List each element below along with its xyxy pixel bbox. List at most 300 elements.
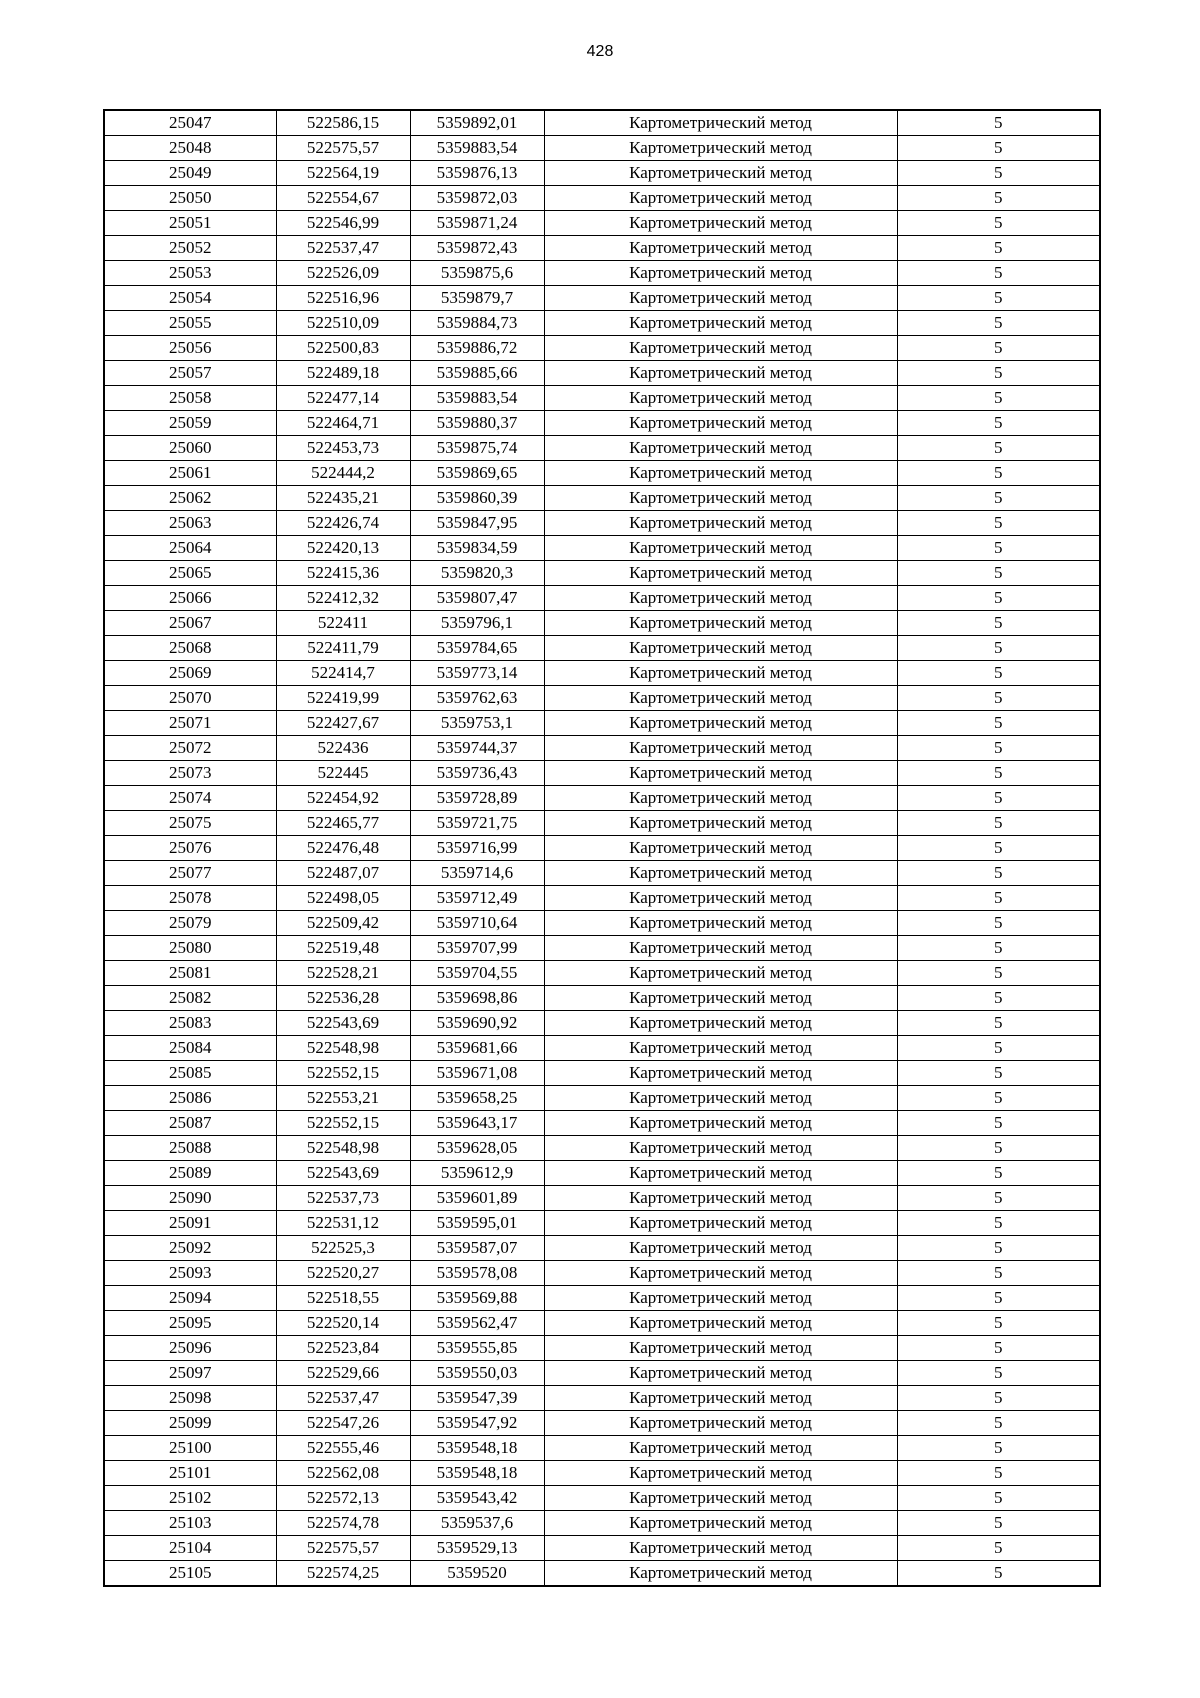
x-coordinate-cell: 522411 — [276, 611, 410, 636]
point-number-cell: 25088 — [104, 1136, 276, 1161]
accuracy-cell: 5 — [897, 261, 1100, 286]
method-cell: Картометрический метод — [544, 1336, 897, 1361]
table-row — [104, 1536, 1100, 1561]
y-coordinate-cell: 5359690,92 — [410, 1011, 544, 1036]
accuracy-cell: 5 — [897, 711, 1100, 736]
method-cell: Картометрический метод — [544, 1111, 897, 1136]
method-cell: Картометрический метод — [544, 461, 897, 486]
table-row — [104, 1086, 1100, 1111]
x-coordinate-cell: 522586,15 — [276, 110, 410, 136]
point-number-cell: 25051 — [104, 211, 276, 236]
y-coordinate-cell: 5359773,14 — [410, 661, 544, 686]
y-coordinate-cell: 5359875,6 — [410, 261, 544, 286]
x-coordinate-cell: 522528,21 — [276, 961, 410, 986]
method-cell: Картометрический метод — [544, 611, 897, 636]
x-coordinate-cell: 522412,32 — [276, 586, 410, 611]
method-cell: Картометрический метод — [544, 1411, 897, 1436]
point-number-cell: 25057 — [104, 361, 276, 386]
y-coordinate-cell: 5359807,47 — [410, 586, 544, 611]
accuracy-cell: 5 — [897, 636, 1100, 661]
method-cell: Картометрический метод — [544, 786, 897, 811]
x-coordinate-cell: 522435,21 — [276, 486, 410, 511]
accuracy-cell: 5 — [897, 1136, 1100, 1161]
y-coordinate-cell: 5359872,03 — [410, 186, 544, 211]
x-coordinate-cell: 522453,73 — [276, 436, 410, 461]
table-row — [104, 1136, 1100, 1161]
x-coordinate-cell: 522487,07 — [276, 861, 410, 886]
y-coordinate-cell: 5359847,95 — [410, 511, 544, 536]
table-row — [104, 1111, 1100, 1136]
point-number-cell: 25067 — [104, 611, 276, 636]
x-coordinate-cell: 522529,66 — [276, 1361, 410, 1386]
table-row — [104, 561, 1100, 586]
x-coordinate-cell: 522552,15 — [276, 1061, 410, 1086]
point-number-cell: 25100 — [104, 1436, 276, 1461]
y-coordinate-cell: 5359543,42 — [410, 1486, 544, 1511]
y-coordinate-cell: 5359578,08 — [410, 1261, 544, 1286]
x-coordinate-cell: 522537,47 — [276, 236, 410, 261]
x-coordinate-cell: 522536,28 — [276, 986, 410, 1011]
table-row — [104, 936, 1100, 961]
y-coordinate-cell: 5359658,25 — [410, 1086, 544, 1111]
point-number-cell: 25097 — [104, 1361, 276, 1386]
point-number-cell: 25077 — [104, 861, 276, 886]
method-cell: Картометрический метод — [544, 511, 897, 536]
method-cell: Картометрический метод — [544, 211, 897, 236]
point-number-cell: 25076 — [104, 836, 276, 861]
accuracy-cell: 5 — [897, 761, 1100, 786]
y-coordinate-cell: 5359880,37 — [410, 411, 544, 436]
table-row — [104, 711, 1100, 736]
point-number-cell: 25079 — [104, 911, 276, 936]
y-coordinate-cell: 5359714,6 — [410, 861, 544, 886]
point-number-cell: 25095 — [104, 1311, 276, 1336]
x-coordinate-cell: 522519,48 — [276, 936, 410, 961]
method-cell: Картометрический метод — [544, 261, 897, 286]
point-number-cell: 25080 — [104, 936, 276, 961]
point-number-cell: 25068 — [104, 636, 276, 661]
accuracy-cell: 5 — [897, 1536, 1100, 1561]
y-coordinate-cell: 5359736,43 — [410, 761, 544, 786]
table-row — [104, 1036, 1100, 1061]
y-coordinate-cell: 5359784,65 — [410, 636, 544, 661]
accuracy-cell: 5 — [897, 311, 1100, 336]
x-coordinate-cell: 522476,48 — [276, 836, 410, 861]
y-coordinate-cell: 5359872,43 — [410, 236, 544, 261]
x-coordinate-cell: 522414,7 — [276, 661, 410, 686]
point-number-cell: 25073 — [104, 761, 276, 786]
table-row — [104, 461, 1100, 486]
y-coordinate-cell: 5359875,74 — [410, 436, 544, 461]
y-coordinate-cell: 5359562,47 — [410, 1311, 544, 1336]
point-number-cell: 25081 — [104, 961, 276, 986]
accuracy-cell: 5 — [897, 686, 1100, 711]
y-coordinate-cell: 5359796,1 — [410, 611, 544, 636]
accuracy-cell: 5 — [897, 1411, 1100, 1436]
method-cell: Картометрический метод — [544, 586, 897, 611]
accuracy-cell: 5 — [897, 1186, 1100, 1211]
x-coordinate-cell: 522464,71 — [276, 411, 410, 436]
point-number-cell: 25092 — [104, 1236, 276, 1261]
accuracy-cell: 5 — [897, 886, 1100, 911]
x-coordinate-cell: 522537,47 — [276, 1386, 410, 1411]
x-coordinate-cell: 522543,69 — [276, 1161, 410, 1186]
table-row — [104, 961, 1100, 986]
accuracy-cell: 5 — [897, 1011, 1100, 1036]
x-coordinate-cell: 522477,14 — [276, 386, 410, 411]
table-row — [104, 1561, 1100, 1587]
accuracy-cell: 5 — [897, 1286, 1100, 1311]
accuracy-cell: 5 — [897, 1511, 1100, 1536]
point-number-cell: 25053 — [104, 261, 276, 286]
table-row — [104, 1161, 1100, 1186]
point-number-cell: 25082 — [104, 986, 276, 1011]
table-row — [104, 636, 1100, 661]
accuracy-cell: 5 — [897, 436, 1100, 461]
point-number-cell: 25098 — [104, 1386, 276, 1411]
accuracy-cell: 5 — [897, 1386, 1100, 1411]
x-coordinate-cell: 522555,46 — [276, 1436, 410, 1461]
accuracy-cell: 5 — [897, 1211, 1100, 1236]
accuracy-cell: 5 — [897, 836, 1100, 861]
table-row — [104, 436, 1100, 461]
point-number-cell: 25062 — [104, 486, 276, 511]
table-row — [104, 1236, 1100, 1261]
y-coordinate-cell: 5359628,05 — [410, 1136, 544, 1161]
point-number-cell: 25096 — [104, 1336, 276, 1361]
method-cell: Картометрический метод — [544, 886, 897, 911]
point-number-cell: 25074 — [104, 786, 276, 811]
y-coordinate-cell: 5359762,63 — [410, 686, 544, 711]
method-cell: Картометрический метод — [544, 1536, 897, 1561]
accuracy-cell: 5 — [897, 1261, 1100, 1286]
y-coordinate-cell: 5359892,01 — [410, 110, 544, 136]
y-coordinate-cell: 5359876,13 — [410, 161, 544, 186]
y-coordinate-cell: 5359871,24 — [410, 211, 544, 236]
table-row — [104, 336, 1100, 361]
point-number-cell: 25054 — [104, 286, 276, 311]
method-cell: Картометрический метод — [544, 836, 897, 861]
x-coordinate-cell: 522564,19 — [276, 161, 410, 186]
accuracy-cell: 5 — [897, 1236, 1100, 1261]
method-cell: Картометрический метод — [544, 1361, 897, 1386]
y-coordinate-cell: 5359820,3 — [410, 561, 544, 586]
table-row — [104, 736, 1100, 761]
method-cell: Картометрический метод — [544, 986, 897, 1011]
accuracy-cell: 5 — [897, 961, 1100, 986]
y-coordinate-cell: 5359883,54 — [410, 136, 544, 161]
x-coordinate-cell: 522548,98 — [276, 1036, 410, 1061]
method-cell: Картометрический метод — [544, 486, 897, 511]
accuracy-cell: 5 — [897, 286, 1100, 311]
x-coordinate-cell: 522523,84 — [276, 1336, 410, 1361]
method-cell: Картометрический метод — [544, 411, 897, 436]
x-coordinate-cell: 522500,83 — [276, 336, 410, 361]
point-number-cell: 25094 — [104, 1286, 276, 1311]
x-coordinate-cell: 522465,77 — [276, 811, 410, 836]
y-coordinate-cell: 5359879,7 — [410, 286, 544, 311]
point-number-cell: 25070 — [104, 686, 276, 711]
x-coordinate-cell: 522426,74 — [276, 511, 410, 536]
point-number-cell: 25093 — [104, 1261, 276, 1286]
x-coordinate-cell: 522554,67 — [276, 186, 410, 211]
accuracy-cell: 5 — [897, 1061, 1100, 1086]
point-number-cell: 25083 — [104, 1011, 276, 1036]
method-cell: Картометрический метод — [544, 1311, 897, 1336]
x-coordinate-cell: 522445 — [276, 761, 410, 786]
x-coordinate-cell: 522537,73 — [276, 1186, 410, 1211]
y-coordinate-cell: 5359547,39 — [410, 1386, 544, 1411]
point-number-cell: 25048 — [104, 136, 276, 161]
method-cell: Картометрический метод — [544, 136, 897, 161]
point-number-cell: 25060 — [104, 436, 276, 461]
x-coordinate-cell: 522575,57 — [276, 136, 410, 161]
point-number-cell: 25103 — [104, 1511, 276, 1536]
accuracy-cell: 5 — [897, 186, 1100, 211]
coordinates-table-body — [104, 110, 1100, 1586]
point-number-cell: 25072 — [104, 736, 276, 761]
table-row — [104, 261, 1100, 286]
x-coordinate-cell: 522531,12 — [276, 1211, 410, 1236]
x-coordinate-cell: 522574,25 — [276, 1561, 410, 1587]
table-row — [104, 1486, 1100, 1511]
y-coordinate-cell: 5359885,66 — [410, 361, 544, 386]
method-cell: Картометрический метод — [544, 186, 897, 211]
point-number-cell: 25078 — [104, 886, 276, 911]
point-number-cell: 25066 — [104, 586, 276, 611]
accuracy-cell: 5 — [897, 661, 1100, 686]
accuracy-cell: 5 — [897, 386, 1100, 411]
y-coordinate-cell: 5359643,17 — [410, 1111, 544, 1136]
point-number-cell: 25102 — [104, 1486, 276, 1511]
point-number-cell: 25059 — [104, 411, 276, 436]
table-row — [104, 536, 1100, 561]
accuracy-cell: 5 — [897, 536, 1100, 561]
method-cell: Картометрический метод — [544, 386, 897, 411]
y-coordinate-cell: 5359612,9 — [410, 1161, 544, 1186]
x-coordinate-cell: 522547,26 — [276, 1411, 410, 1436]
table-row — [104, 161, 1100, 186]
y-coordinate-cell: 5359834,59 — [410, 536, 544, 561]
page-number: 428 — [586, 43, 614, 60]
accuracy-cell: 5 — [897, 336, 1100, 361]
method-cell: Картометрический метод — [544, 661, 897, 686]
x-coordinate-cell: 522498,05 — [276, 886, 410, 911]
y-coordinate-cell: 5359569,88 — [410, 1286, 544, 1311]
x-coordinate-cell: 522520,14 — [276, 1311, 410, 1336]
table-row — [104, 786, 1100, 811]
method-cell: Картометрический метод — [544, 961, 897, 986]
accuracy-cell: 5 — [897, 586, 1100, 611]
accuracy-cell: 5 — [897, 811, 1100, 836]
accuracy-cell: 5 — [897, 211, 1100, 236]
accuracy-cell: 5 — [897, 986, 1100, 1011]
x-coordinate-cell: 522419,99 — [276, 686, 410, 711]
point-number-cell: 25090 — [104, 1186, 276, 1211]
y-coordinate-cell: 5359744,37 — [410, 736, 544, 761]
table-row — [104, 1186, 1100, 1211]
y-coordinate-cell: 5359548,18 — [410, 1436, 544, 1461]
accuracy-cell: 5 — [897, 361, 1100, 386]
y-coordinate-cell: 5359587,07 — [410, 1236, 544, 1261]
accuracy-cell: 5 — [897, 1561, 1100, 1587]
x-coordinate-cell: 522553,21 — [276, 1086, 410, 1111]
point-number-cell: 25064 — [104, 536, 276, 561]
method-cell: Картометрический метод — [544, 1436, 897, 1461]
method-cell: Картометрический метод — [544, 110, 897, 136]
accuracy-cell: 5 — [897, 110, 1100, 136]
x-coordinate-cell: 522415,36 — [276, 561, 410, 586]
point-number-cell: 25099 — [104, 1411, 276, 1436]
method-cell: Картометрический метод — [544, 1486, 897, 1511]
table-row — [104, 236, 1100, 261]
table-row — [104, 661, 1100, 686]
x-coordinate-cell: 522420,13 — [276, 536, 410, 561]
accuracy-cell: 5 — [897, 511, 1100, 536]
method-cell: Картометрический метод — [544, 286, 897, 311]
table-row — [104, 136, 1100, 161]
x-coordinate-cell: 522543,69 — [276, 1011, 410, 1036]
method-cell: Картометрический метод — [544, 1161, 897, 1186]
point-number-cell: 25063 — [104, 511, 276, 536]
method-cell: Картометрический метод — [544, 1061, 897, 1086]
point-number-cell: 25105 — [104, 1561, 276, 1587]
y-coordinate-cell: 5359712,49 — [410, 886, 544, 911]
method-cell: Картометрический метод — [544, 811, 897, 836]
accuracy-cell: 5 — [897, 1111, 1100, 1136]
point-number-cell: 25091 — [104, 1211, 276, 1236]
point-number-cell: 25065 — [104, 561, 276, 586]
x-coordinate-cell: 522574,78 — [276, 1511, 410, 1536]
accuracy-cell: 5 — [897, 1336, 1100, 1361]
table-row — [104, 586, 1100, 611]
point-number-cell: 25055 — [104, 311, 276, 336]
accuracy-cell: 5 — [897, 786, 1100, 811]
x-coordinate-cell: 522525,3 — [276, 1236, 410, 1261]
accuracy-cell: 5 — [897, 736, 1100, 761]
x-coordinate-cell: 522516,96 — [276, 286, 410, 311]
table-row — [104, 1261, 1100, 1286]
point-number-cell: 25101 — [104, 1461, 276, 1486]
x-coordinate-cell: 522436 — [276, 736, 410, 761]
y-coordinate-cell: 5359548,18 — [410, 1461, 544, 1486]
method-cell: Картометрический метод — [544, 736, 897, 761]
table-row — [104, 761, 1100, 786]
table-row — [104, 1436, 1100, 1461]
table-row — [104, 1461, 1100, 1486]
method-cell: Картометрический метод — [544, 636, 897, 661]
table-row — [104, 886, 1100, 911]
method-cell: Картометрический метод — [544, 1211, 897, 1236]
table-row — [104, 110, 1100, 136]
table-row — [104, 1511, 1100, 1536]
accuracy-cell: 5 — [897, 136, 1100, 161]
y-coordinate-cell: 5359728,89 — [410, 786, 544, 811]
table-row — [104, 911, 1100, 936]
method-cell: Картометрический метод — [544, 336, 897, 361]
point-number-cell: 25056 — [104, 336, 276, 361]
table-row — [104, 611, 1100, 636]
y-coordinate-cell: 5359547,92 — [410, 1411, 544, 1436]
point-number-cell: 25061 — [104, 461, 276, 486]
method-cell: Картометрический метод — [544, 1561, 897, 1587]
accuracy-cell: 5 — [897, 1311, 1100, 1336]
y-coordinate-cell: 5359886,72 — [410, 336, 544, 361]
table-row — [104, 986, 1100, 1011]
accuracy-cell: 5 — [897, 461, 1100, 486]
accuracy-cell: 5 — [897, 161, 1100, 186]
accuracy-cell: 5 — [897, 1161, 1100, 1186]
table-row — [104, 1011, 1100, 1036]
x-coordinate-cell: 522572,13 — [276, 1486, 410, 1511]
method-cell: Картометрический метод — [544, 1236, 897, 1261]
x-coordinate-cell: 522509,42 — [276, 911, 410, 936]
table-row — [104, 811, 1100, 836]
method-cell: Картометрический метод — [544, 1086, 897, 1111]
method-cell: Картометрический метод — [544, 936, 897, 961]
accuracy-cell: 5 — [897, 1036, 1100, 1061]
accuracy-cell: 5 — [897, 911, 1100, 936]
x-coordinate-cell: 522520,27 — [276, 1261, 410, 1286]
method-cell: Картометрический метод — [544, 711, 897, 736]
point-number-cell: 25047 — [104, 110, 276, 136]
y-coordinate-cell: 5359716,99 — [410, 836, 544, 861]
method-cell: Картометрический метод — [544, 1036, 897, 1061]
accuracy-cell: 5 — [897, 486, 1100, 511]
table-row — [104, 686, 1100, 711]
accuracy-cell: 5 — [897, 936, 1100, 961]
x-coordinate-cell: 522444,2 — [276, 461, 410, 486]
method-cell: Картометрический метод — [544, 1461, 897, 1486]
method-cell: Картометрический метод — [544, 436, 897, 461]
x-coordinate-cell: 522526,09 — [276, 261, 410, 286]
point-number-cell: 25086 — [104, 1086, 276, 1111]
x-coordinate-cell: 522552,15 — [276, 1111, 410, 1136]
table-row — [104, 861, 1100, 886]
y-coordinate-cell: 5359869,65 — [410, 461, 544, 486]
point-number-cell: 25089 — [104, 1161, 276, 1186]
method-cell: Картометрический метод — [544, 1261, 897, 1286]
table-row — [104, 211, 1100, 236]
table-row — [104, 1311, 1100, 1336]
y-coordinate-cell: 5359883,54 — [410, 386, 544, 411]
y-coordinate-cell: 5359595,01 — [410, 1211, 544, 1236]
y-coordinate-cell: 5359550,03 — [410, 1361, 544, 1386]
method-cell: Картометрический метод — [544, 861, 897, 886]
method-cell: Картометрический метод — [544, 1136, 897, 1161]
y-coordinate-cell: 5359704,55 — [410, 961, 544, 986]
table-row — [104, 386, 1100, 411]
x-coordinate-cell: 522510,09 — [276, 311, 410, 336]
x-coordinate-cell: 522454,92 — [276, 786, 410, 811]
y-coordinate-cell: 5359884,73 — [410, 311, 544, 336]
table-row — [104, 1211, 1100, 1236]
method-cell: Картометрический метод — [544, 686, 897, 711]
point-number-cell: 25104 — [104, 1536, 276, 1561]
table-row — [104, 1336, 1100, 1361]
table-row — [104, 1386, 1100, 1411]
table-row — [104, 836, 1100, 861]
table-row — [104, 311, 1100, 336]
y-coordinate-cell: 5359721,75 — [410, 811, 544, 836]
table-row — [104, 186, 1100, 211]
point-number-cell: 25069 — [104, 661, 276, 686]
accuracy-cell: 5 — [897, 1086, 1100, 1111]
accuracy-cell: 5 — [897, 411, 1100, 436]
point-number-cell: 25075 — [104, 811, 276, 836]
method-cell: Картометрический метод — [544, 1386, 897, 1411]
accuracy-cell: 5 — [897, 611, 1100, 636]
